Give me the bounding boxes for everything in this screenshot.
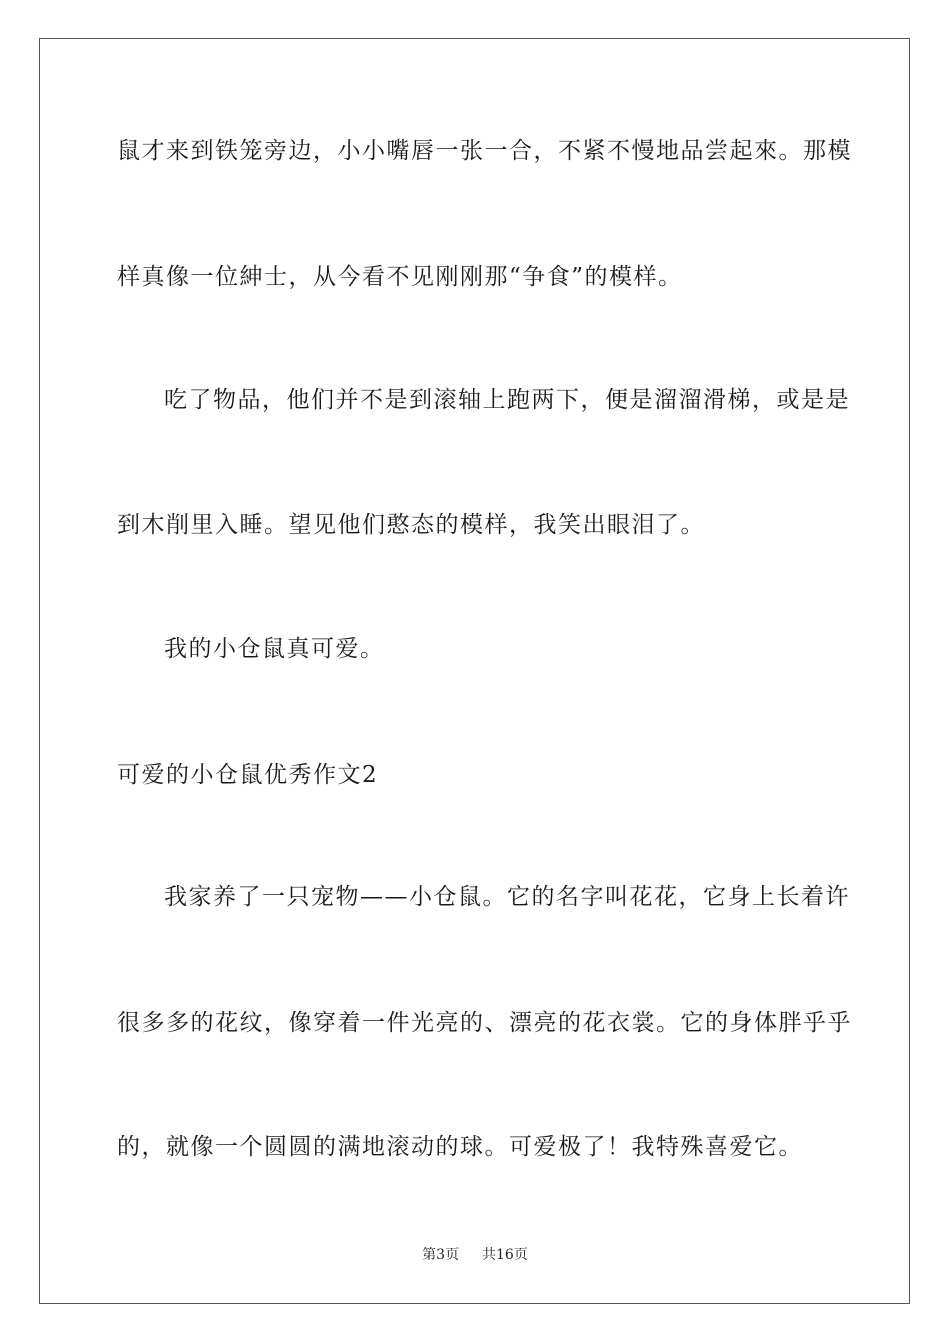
text-line-5: 我的小仓鼠真可爱。 [164, 636, 385, 662]
page-footer [0, 1245, 950, 1265]
section-heading: 可爱的小仓鼠优秀作文2 [117, 762, 379, 788]
page-frame [39, 38, 910, 1304]
text-line-1: 鼠才来到铁笼旁边，小小嘴唇一张一合，不紧不慢地品尝起來。那模 [117, 138, 852, 164]
page-total: 共16页 [482, 1247, 528, 1263]
text-line-8: 很多多的花纹，像穿着一件光亮的、漂亮的花衣裳。它的身体胖乎乎 [117, 1010, 852, 1036]
text-line-4: 到木削里入睡。望见他们憨态的模样，我笑出眼泪了。 [117, 512, 705, 538]
text-line-9: 的，就像一个圆圆的满地滚动的球。可爱极了！我特殊喜爱它。 [117, 1134, 803, 1160]
text-line-7: 我家养了一只宠物——小仓鼠。它的名字叫花花，它身上长着许 [164, 884, 850, 910]
text-line-2: 样真像一位紳士，从今看不见刚刚那“争食”的模样。 [117, 264, 683, 290]
page-number: 第3页 [422, 1247, 460, 1263]
text-line-3: 吃了物品，他们并不是到滚轴上跑两下，便是溜溜滑梯，或是是 [164, 387, 850, 413]
